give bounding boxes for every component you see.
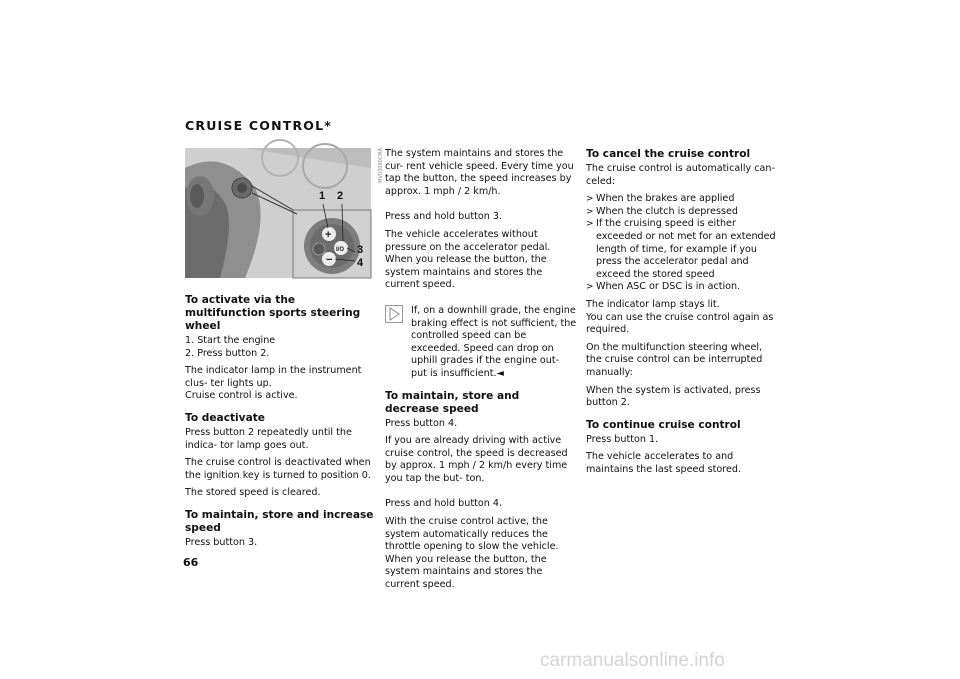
figure-label-4: 4 [357, 257, 364, 269]
paragraph: With the cruise control active, the system automatically reduces the throttle opening to slow the vehicle. When you release the button, the system maintains and stores the current speed. [385, 516, 559, 591]
watermark: carmanualsonline.info [540, 650, 725, 671]
paragraph: You can use the cruise control again as required. [586, 311, 774, 336]
column-1 [185, 148, 384, 555]
activation-steps [185, 335, 377, 360]
paragraph: Press button 2 repeatedly until the indica- tor lamp goes out. [185, 426, 352, 451]
paragraph: Cruise control is active. [185, 390, 298, 402]
paragraph: The indicator lamp stays lit. [586, 298, 720, 310]
steering-wheel-photo [185, 148, 384, 278]
heading-deactivate: To deactivate [185, 411, 265, 424]
note-block [385, 305, 577, 381]
paragraph: The system maintains and stores the cur- rent vehicle speed. Every time you tap the button, the speed increases by approx. 1 mph / 2 km/h. [385, 148, 574, 197]
step-item: 1. Start the engine [185, 335, 276, 346]
svg-text:+: + [325, 229, 332, 241]
figure-label-2: 2 [337, 190, 344, 202]
heading-decrease-speed: To maintain, store and decrease speed [385, 389, 520, 415]
figure-code: MV03090CMA [378, 148, 384, 183]
heading-continue: To continue cruise control [586, 418, 741, 431]
column-2 [385, 148, 577, 597]
paragraph: On the multifunction steering wheel, the cruise control can be interrupted manually: [586, 341, 763, 378]
paragraph: Press button 1. [586, 433, 659, 445]
list-item: > When the brakes are applied [586, 193, 778, 206]
page-number: 66 [183, 556, 199, 569]
paragraph: Press and hold button 4. [385, 498, 502, 510]
column-3 [586, 148, 778, 481]
section-title: CRUISE CONTROL* [185, 118, 333, 133]
svg-text:−: − [326, 254, 333, 266]
paragraph: Press and hold button 3. [385, 211, 502, 223]
step-item: 2. Press button 2. [185, 347, 270, 359]
paragraph: The stored speed is cleared. [185, 487, 321, 499]
steering-wheel-illustration [185, 148, 371, 278]
heading-increase-speed: To maintain, store and increase speed [185, 508, 374, 534]
paragraph: The cruise control is deactivated when the ignition key is turned to position 0. [185, 457, 371, 481]
note-triangle-icon [385, 305, 403, 323]
heading-cancel: To cancel the cruise control [586, 148, 751, 160]
figure-label-3: 3 [357, 244, 364, 256]
paragraph: When the system is activated, press button 2. [586, 384, 761, 409]
note-text: If, on a downhill grade, the engine braking effect is not sufficient, the controlled speed can be exceeded. Speed can drop on uphill grades if the engine out- put is insufficient.◄ [411, 304, 577, 379]
cancel-conditions-list [586, 193, 778, 294]
svg-text:I/O: I/O [336, 247, 345, 253]
figure-label-1: 1 [319, 190, 326, 202]
paragraph: The vehicle accelerates without pressure on the accelerator pedal. When you release the button, the system maintains and stores the current speed. [385, 228, 551, 291]
paragraph: If you are already driving with active cruise control, the speed is decreased by approx. 1 mph / 2 km/h every time you tap the but- ton. [385, 435, 568, 484]
paragraph: The indicator lamp in the instrument clus- ter lights up. [185, 365, 362, 389]
list-item: > If the cruising speed is either exceeded or not met for an extended length of time, for example if you press the accelerator pedal and exceed the stored speed [586, 218, 778, 281]
list-item: > When the clutch is depressed [586, 206, 778, 219]
paragraph: The cruise control is automatically can- celed: [586, 163, 775, 187]
list-item: > When ASC or DSC is in action. [586, 281, 778, 294]
heading-activate: To activate via the multifunction sports steering wheel [185, 294, 361, 332]
paragraph: The vehicle accelerates to and maintains the last speed stored. [586, 451, 741, 475]
paragraph: Press button 3. [185, 536, 258, 548]
paragraph: Press button 4. [385, 417, 458, 429]
